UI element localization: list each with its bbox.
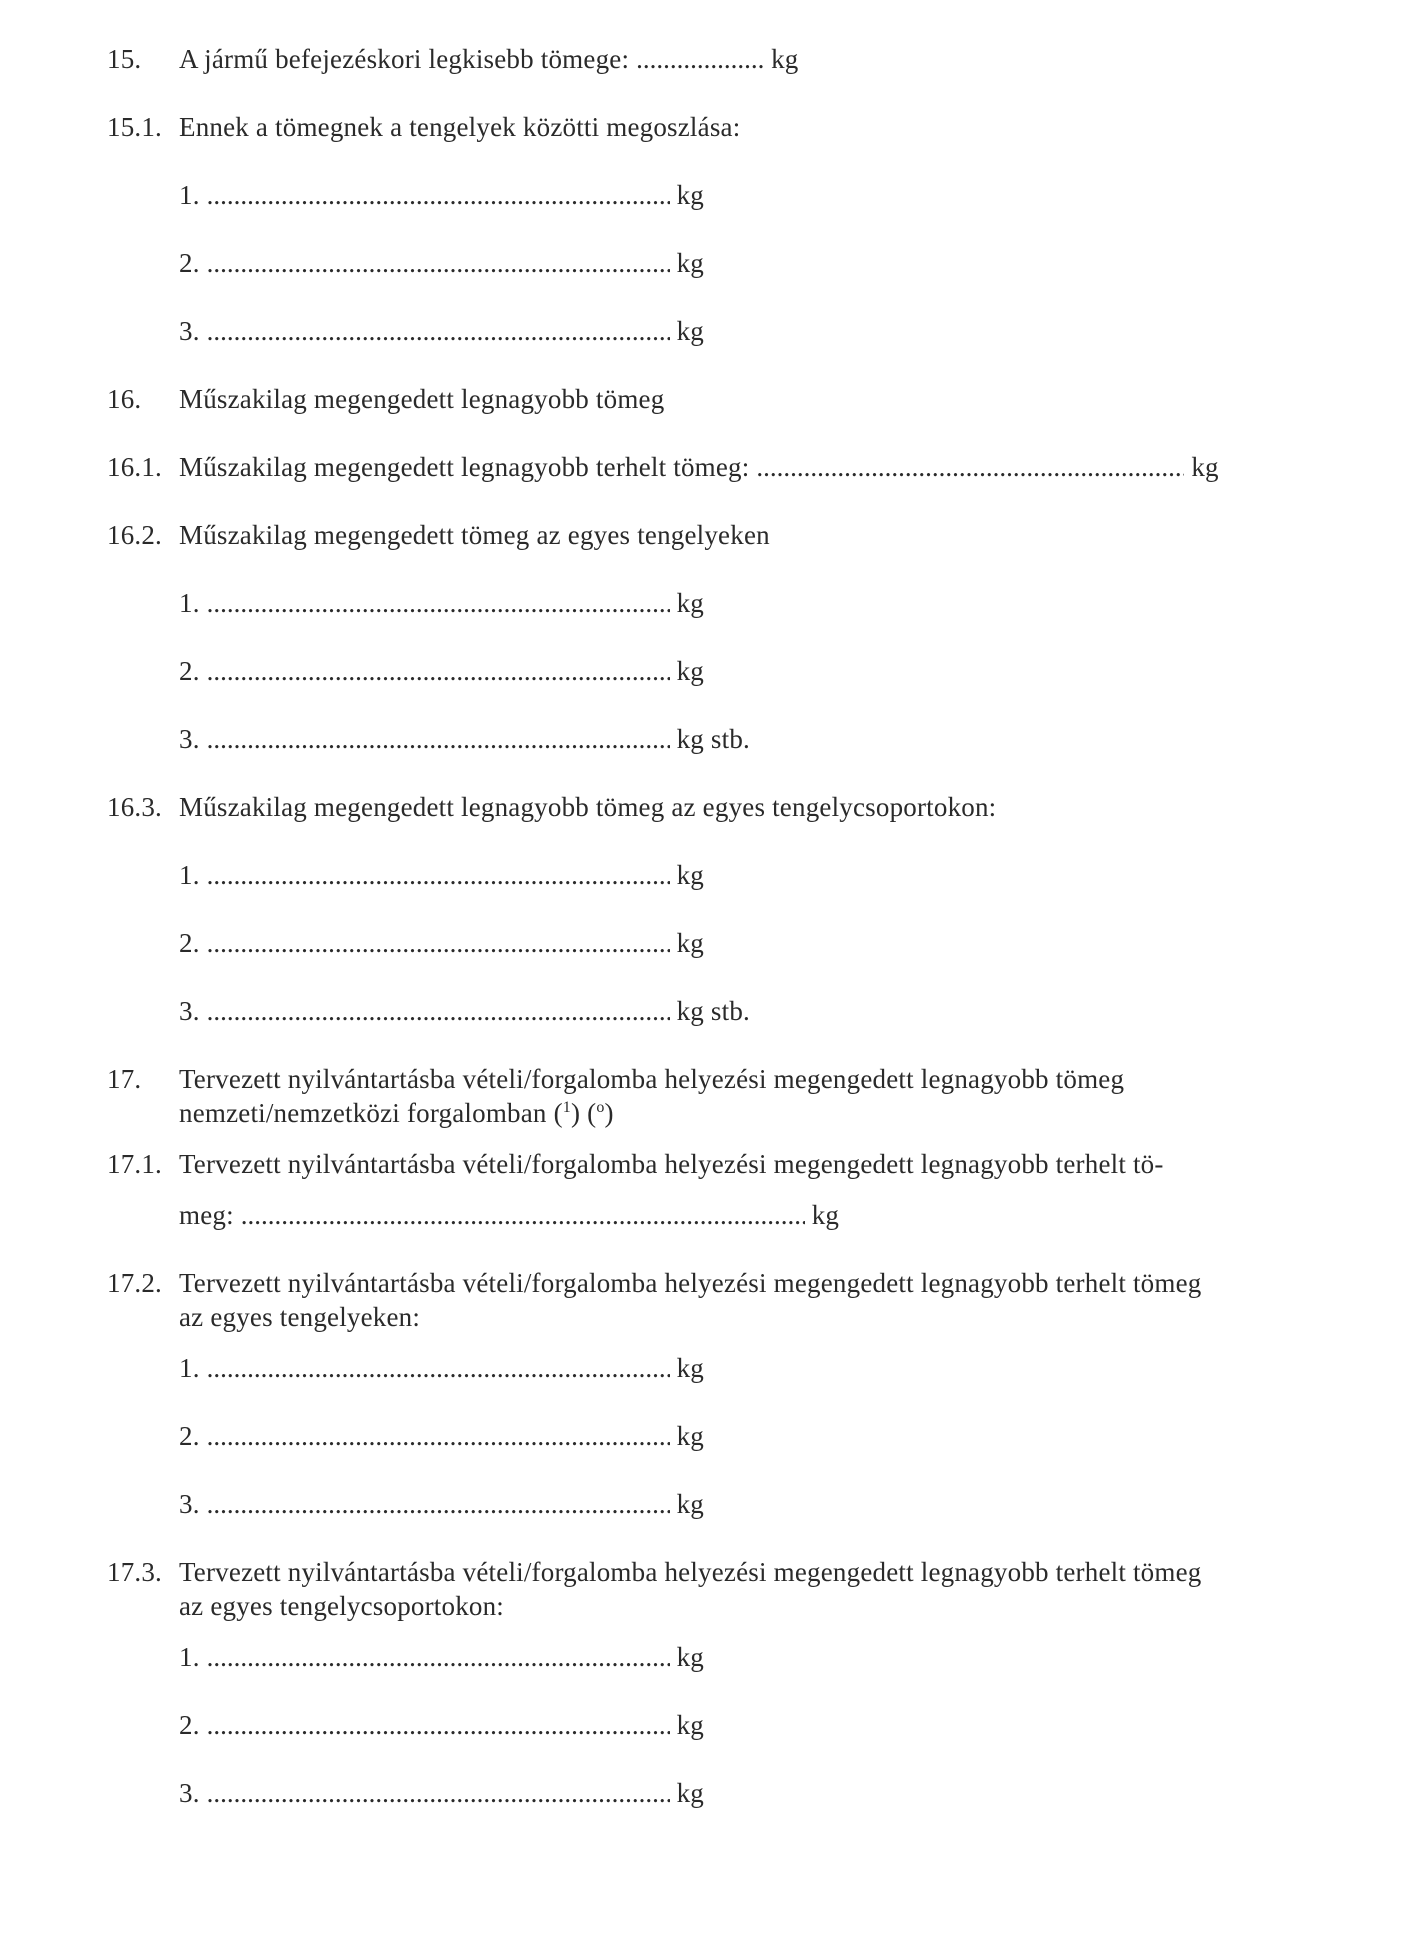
row-number: 2. <box>179 656 200 686</box>
unit-label: kg <box>676 860 704 890</box>
unit-label: kg <box>771 44 799 74</box>
row-number: 1. <box>179 180 200 210</box>
unit-label: kg stb. <box>676 724 750 754</box>
fill-in-dots[interactable] <box>756 450 1184 484</box>
unit-label: kg <box>676 588 704 618</box>
fill-in-dots[interactable] <box>207 994 670 1028</box>
fill-in-dots[interactable] <box>207 314 670 348</box>
row-number: 1. <box>179 588 200 618</box>
row-number: 2. <box>179 1421 200 1451</box>
footnote-ref[interactable]: 1 <box>562 1099 571 1116</box>
unit-label: kg <box>676 1353 704 1383</box>
fill-in-dots[interactable] <box>207 858 670 892</box>
item-text: Tervezett nyilvántartásba vételi/forgalomba helyezési megengedett legnagyobb tömeg <box>179 1064 1125 1094</box>
fill-in-dots[interactable] <box>207 926 670 960</box>
unit-label: kg <box>676 316 704 346</box>
item-text-cont: az egyes tengelyeken: <box>179 1302 421 1332</box>
item-text-cont: nemzeti/nemzetközi forgalomban ($^1$) ($^o$) <box>179 1098 614 1128</box>
fill-in-dots[interactable] <box>207 178 670 212</box>
unit-label: kg stb. <box>676 996 750 1026</box>
unit-label: kg <box>811 1200 840 1230</box>
fill-in-dots[interactable] <box>207 1487 670 1521</box>
row-number: 3. <box>179 316 200 346</box>
item-text: Műszakilag megengedett legnagyobb terhelt tömeg: ..... kg <box>179 450 1219 484</box>
row-number: 3. <box>179 996 200 1026</box>
item-number: 16. <box>107 384 142 414</box>
item-text: Tervezett nyilvántartásba vételi/forgalomba helyezési megengedett legnagyobb terhelt tömeg <box>179 1557 1202 1587</box>
unit-label: kg <box>676 928 704 958</box>
item-number: 17.3. <box>107 1557 162 1587</box>
item-number: 16.1. <box>107 452 162 482</box>
fill-in-dots[interactable] <box>207 1708 670 1742</box>
item-text: A jármű befejezéskori legkisebb tömege: ..... kg <box>179 42 798 76</box>
item-text: Tervezett nyilvántartásba vételi/forgalomba helyezési megengedett legnagyobb terhelt tö- <box>179 1149 1164 1179</box>
unit-label: kg <box>676 1421 704 1451</box>
fill-in-dots[interactable] <box>207 1351 670 1385</box>
fill-in-dots[interactable] <box>207 654 670 688</box>
row-number: 2. <box>179 928 200 958</box>
unit-label: kg <box>676 1778 704 1808</box>
item-number: 17. <box>107 1064 142 1094</box>
item-number: 17.1. <box>107 1149 162 1179</box>
row-number: 1. <box>179 1642 200 1672</box>
item-text-cont: az egyes tengelycsoportokon: <box>179 1591 504 1621</box>
fill-in-dots[interactable] <box>207 722 670 756</box>
fill-in-dots[interactable] <box>241 1198 805 1232</box>
fill-in-dots[interactable] <box>207 246 670 280</box>
unit-label: kg <box>676 1489 704 1519</box>
fill-in-dots[interactable] <box>207 1776 670 1810</box>
item-number: 15. <box>107 44 142 74</box>
fill-in-dots[interactable] <box>207 1640 670 1674</box>
item-text: Tervezett nyilvántartásba vételi/forgalomba helyezési megengedett legnagyobb terhelt tömeg <box>179 1268 1202 1298</box>
fill-in-dots[interactable] <box>636 42 764 76</box>
row-number: 2. <box>179 1710 200 1740</box>
row-number: 1. <box>179 1353 200 1383</box>
row-number: 3. <box>179 1778 200 1808</box>
unit-label: kg <box>676 180 704 210</box>
row-number: 3. <box>179 724 200 754</box>
item-number: 16.3. <box>107 792 162 822</box>
item-number: 17.2. <box>107 1268 162 1298</box>
unit-label: kg <box>676 656 704 686</box>
fill-in-dots[interactable] <box>207 586 670 620</box>
row-number: 3. <box>179 1489 200 1519</box>
item-text: Műszakilag megengedett tömeg az egyes tengelyeken <box>179 520 770 550</box>
unit-label: kg <box>1191 452 1219 482</box>
item-text-cont: meg: ..... kg <box>179 1198 839 1232</box>
item-text: Műszakilag megengedett legnagyobb tömeg <box>179 384 665 414</box>
row-number: 2. <box>179 248 200 278</box>
footnote-ref[interactable]: o <box>596 1099 605 1116</box>
unit-label: kg <box>676 248 704 278</box>
row-number: 1. <box>179 860 200 890</box>
item-number: 15.1. <box>107 112 162 142</box>
unit-label: kg <box>676 1710 704 1740</box>
item-text: Ennek a tömegnek a tengelyek közötti megoszlása: <box>179 112 741 142</box>
unit-label: kg <box>676 1642 704 1672</box>
item-number: 16.2. <box>107 520 162 550</box>
item-text: Műszakilag megengedett legnagyobb tömeg az egyes tengelycsoportokon: <box>179 792 997 822</box>
fill-in-dots[interactable] <box>207 1419 670 1453</box>
